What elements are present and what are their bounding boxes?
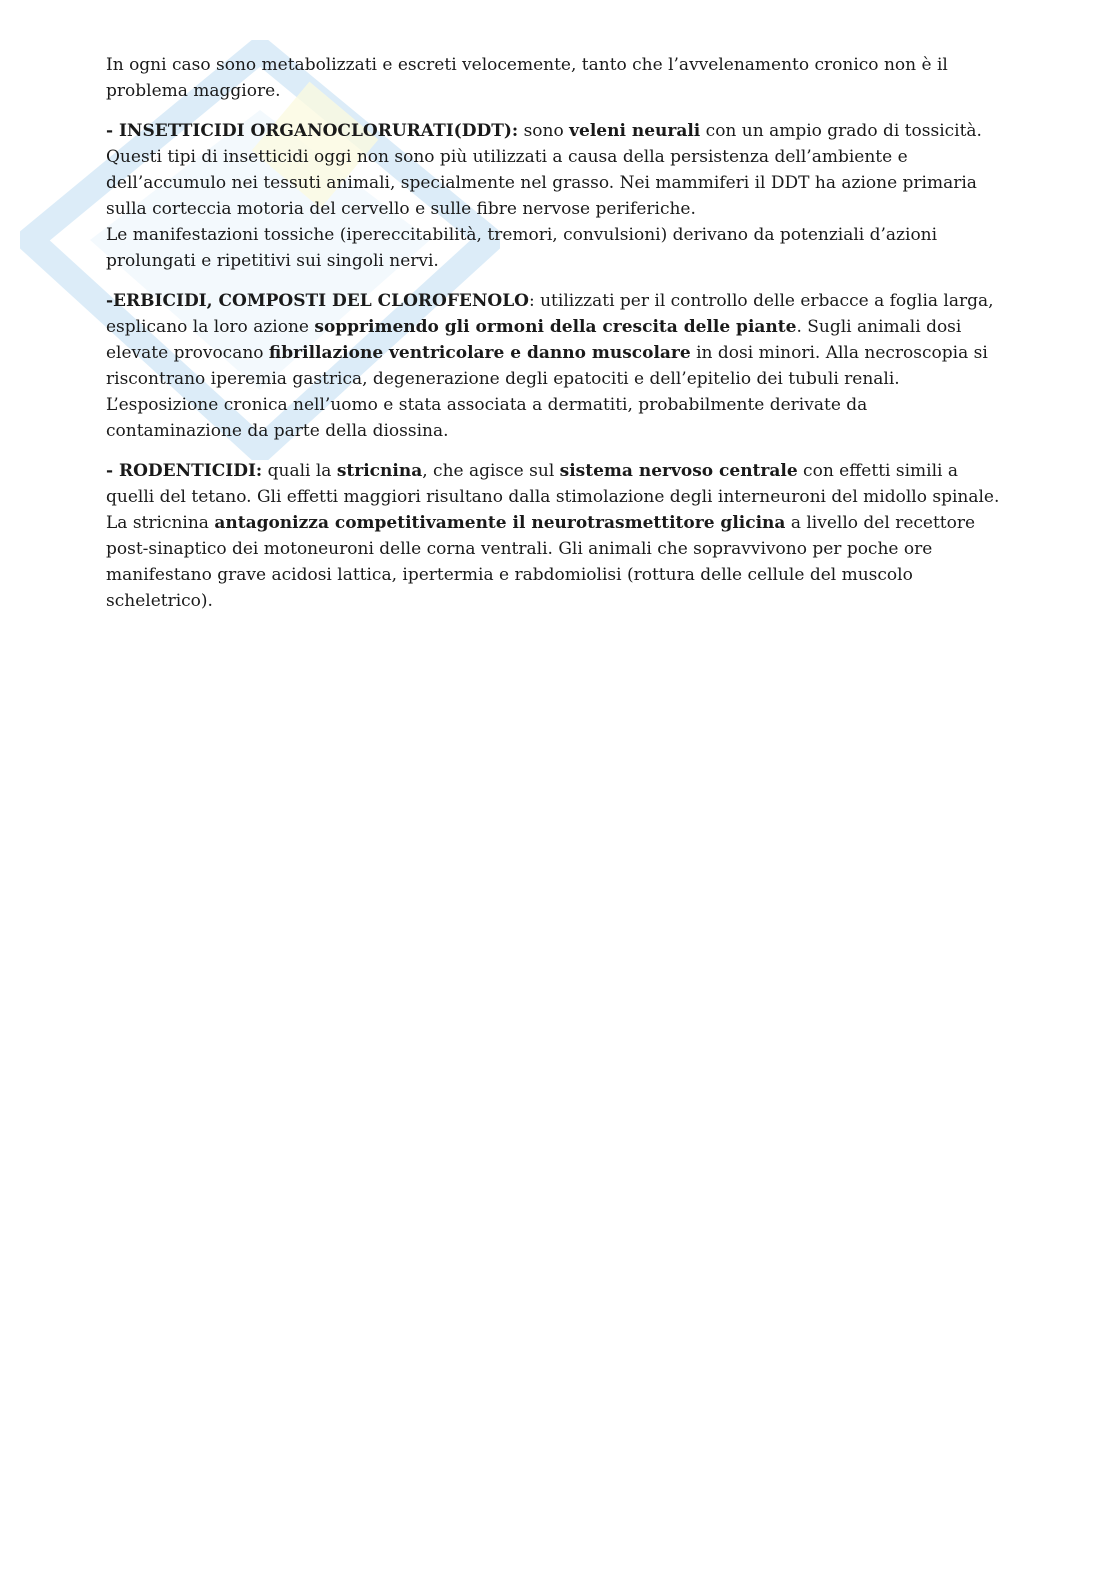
bold-run: antagonizza competitivamente il neurotrasmettitore glicina bbox=[214, 513, 786, 533]
text-run: . Sugli animali dosi elevate provocano bbox=[106, 317, 962, 363]
text-run: , che agisce sul bbox=[422, 461, 560, 481]
paragraph-insetticidi bbox=[106, 118, 1006, 274]
paragraph-intro bbox=[106, 52, 1006, 104]
bold-run: fibrillazione ventricolare e danno muscolare bbox=[268, 343, 691, 363]
intro-text: In ogni caso sono metabolizzati e escreti velocemente, tanto che l’avvelenamento cronico non è il problema maggiore. bbox=[106, 55, 948, 101]
text-run: quali la bbox=[262, 461, 337, 481]
text-run: in dosi minori. Alla necroscopia si riscontrano iperemia gastrica, degenerazione degli epatociti e dell’epitelio dei tubuli renali. L’esposizione cronica nell’uomo e stata associata a dermatiti, probabilmente derivate da contaminazione da parte della diossina. bbox=[106, 343, 988, 441]
bold-run: stricnina bbox=[336, 461, 423, 481]
text-run: : utilizzati per il controllo delle erbacce a foglia larga, esplicano la loro azione bbox=[106, 291, 994, 337]
text-run: Le manifestazioni tossiche (ipereccitabilità, tremori, convulsioni) derivano da potenziali d’azioni prolungati e ripetitivi sui singoli nervi. bbox=[106, 225, 938, 271]
text-run: sono bbox=[518, 121, 570, 141]
heading-rodenticidi: - RODENTICIDI: bbox=[106, 461, 263, 481]
bold-run: sistema nervoso centrale bbox=[559, 461, 798, 481]
heading-erbicidi: -ERBICIDI, COMPOSTI DEL CLOROFENOLO bbox=[106, 291, 529, 311]
text-run: con un ampio grado di tossicità. Questi tipi di insetticidi oggi non sono più utilizzati a causa della persistenza dell’ambiente e dell’accumulo nei tessuti animali, specialmente nel grasso. Nei mammiferi il DDT ha azione primaria sulla corteccia motoria del cervello e sulle fibre nervose periferiche. bbox=[106, 121, 982, 219]
bold-run: veleni neurali bbox=[569, 121, 701, 141]
paragraph-rodenticidi bbox=[106, 458, 1006, 614]
text-run: a livello del recettore post-sinaptico dei motoneuroni delle corna ventrali. Gli animali che sopravvivono per poche ore manifestano grave acidosi lattica, ipertermia e rabdomiolisi (rottura delle cellule del muscolo scheletrico). bbox=[106, 513, 976, 611]
text-run: con effetti simili a quelli del tetano. Gli effetti maggiori risultano dalla stimolazione degli interneuroni del midollo spinale. La stricnina bbox=[106, 461, 1000, 533]
bold-run: sopprimendo gli ormoni della crescita delle piante bbox=[314, 317, 797, 337]
document-page bbox=[106, 52, 1006, 628]
paragraph-erbicidi bbox=[106, 288, 1006, 444]
heading-insetticidi: - INSETTICIDI ORGANOCLORURATI(DDT): bbox=[106, 121, 519, 141]
